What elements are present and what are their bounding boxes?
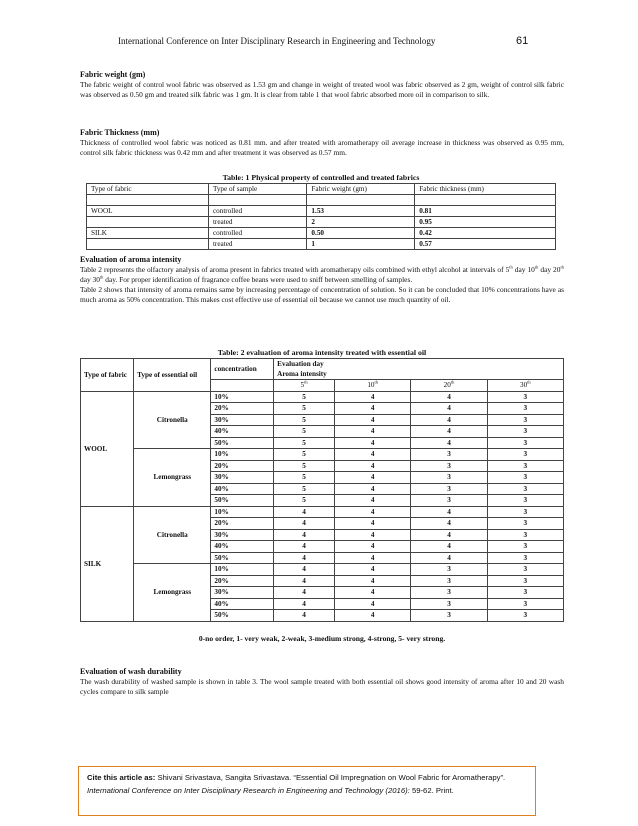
heading-fabric-thickness: Fabric Thickness (mm) (80, 128, 160, 137)
intensity-cell: 4 (411, 426, 487, 438)
intensity-cell: 5 (274, 472, 335, 484)
intensity-cell: 4 (335, 391, 411, 403)
concentration-cell: 40% (211, 483, 274, 495)
table-row (81, 391, 564, 403)
concentration-cell: 10% (211, 564, 274, 576)
table1-cell: 0.42 (415, 228, 556, 239)
table1-cell: treated (208, 217, 306, 228)
concentration-cell: 20% (211, 460, 274, 472)
concentration-cell: 50% (211, 552, 274, 564)
intensity-cell: 3 (411, 472, 487, 484)
oil-cell: Lemongrass (134, 564, 211, 622)
intensity-cell: 3 (487, 495, 563, 507)
table1-header: Fabric weight (gm) (307, 184, 415, 195)
intensity-cell: 4 (335, 541, 411, 553)
table1-header-row (87, 184, 556, 195)
table2-header-eval: Evaluation day Aroma intensity (274, 359, 564, 380)
cite-label: Cite this article as: (87, 773, 156, 782)
intensity-cell: 5 (274, 483, 335, 495)
intensity-cell: 3 (487, 403, 563, 415)
table1-block (86, 173, 556, 250)
intensity-cell: 4 (335, 552, 411, 564)
concentration-cell: 30% (211, 587, 274, 599)
intensity-cell: 4 (335, 414, 411, 426)
table2-header-concentration: concentration (211, 359, 274, 380)
cite-pages: 59-62. Print. (411, 786, 454, 795)
intensity-cell: 3 (487, 518, 563, 530)
intensity-cell: 3 (411, 483, 487, 495)
concentration-cell: 10% (211, 391, 274, 403)
table1-cell (87, 217, 209, 228)
intensity-cell: 4 (335, 506, 411, 518)
para-wash-durability: The wash durability of washed sample is shown in table 3. The wool sample treated with both essential oil shows good intensity of aroma after 10 and 20 wash cycles compare to silk sample (80, 677, 564, 696)
table1-cell: 0.50 (307, 228, 415, 239)
para-aroma-1: Table 2 represents the olfactory analysis of aroma present in fabrics treated with aromatherapy oils combined with ethyl alcohol at intervals of 5th day 10th day 20th day 30th day. For proper identification of fragrance coffee beans were used to sniff between smelling of samples. (80, 264, 564, 284)
page-number: 61 (516, 35, 529, 47)
oil-cell: Citronella (134, 506, 211, 564)
intensity-cell: 3 (411, 575, 487, 587)
running-header: International Conference on Inter Disciplinary Research in Engineering and Technology (118, 36, 436, 46)
intensity-legend: 0-no order, 1- very weak, 2-weak, 3-medium strong, 4-strong, 5- very strong. (198, 633, 446, 643)
concentration-cell: 40% (211, 598, 274, 610)
day-label: 20th (411, 380, 487, 392)
intensity-cell: 5 (274, 391, 335, 403)
para-aroma-2: Table 2 shows that intensity of aroma remains same by increasing percentage of concentration of solution. So it can be concluded that 10% concentrations have as much aroma as 50% concentration. This makes cost effective use of essential oil because we cannot use much quantity of oil. (80, 285, 564, 304)
intensity-cell: 4 (335, 483, 411, 495)
table-row (87, 217, 556, 228)
heading-aroma-intensity: Evaluation of aroma intensity (80, 255, 182, 264)
table1-cell: 0.81 (415, 206, 556, 217)
intensity-cell: 4 (274, 506, 335, 518)
intensity-cell: 4 (335, 575, 411, 587)
oil-cell: Lemongrass (134, 449, 211, 507)
intensity-cell: 4 (274, 598, 335, 610)
table2 (80, 358, 564, 622)
section-aroma-intensity (80, 255, 564, 305)
intensity-cell: 5 (274, 414, 335, 426)
table1-header: Fabric thickness (mm) (415, 184, 556, 195)
intensity-cell: 3 (487, 449, 563, 461)
intensity-cell: 4 (335, 460, 411, 472)
intensity-cell: 4 (335, 598, 411, 610)
concentration-cell: 30% (211, 529, 274, 541)
day-label: 10th (335, 380, 411, 392)
section-fabric-weight (80, 70, 564, 100)
intensity-cell: 3 (487, 610, 563, 622)
intensity-cell: 3 (487, 552, 563, 564)
intensity-cell: 4 (335, 529, 411, 541)
table2-block (80, 348, 564, 644)
concentration-cell: 50% (211, 495, 274, 507)
day-label: 30th (487, 380, 563, 392)
table-row (81, 564, 564, 576)
table2-header-fabric: Type of fabric (81, 359, 134, 392)
concentration-cell: 50% (211, 437, 274, 449)
intensity-cell: 3 (487, 483, 563, 495)
intensity-cell: 3 (487, 391, 563, 403)
table1-cell: 2 (307, 217, 415, 228)
intensity-cell: 4 (411, 403, 487, 415)
concentration-cell: 20% (211, 518, 274, 530)
table-row (81, 449, 564, 461)
intensity-cell: 4 (274, 552, 335, 564)
table1-header: Type of sample (208, 184, 306, 195)
intensity-cell: 5 (274, 460, 335, 472)
intensity-cell: 4 (411, 391, 487, 403)
intensity-cell: 4 (411, 414, 487, 426)
concentration-cell: 10% (211, 449, 274, 461)
intensity-cell: 4 (335, 403, 411, 415)
intensity-cell: 4 (411, 518, 487, 530)
intensity-cell: 4 (411, 552, 487, 564)
intensity-cell: 4 (335, 518, 411, 530)
intensity-cell: 5 (274, 495, 335, 507)
cite-venue: International Conference on Inter Disciplinary Research in Engineering and Technology (2016): (87, 786, 410, 795)
table1-cell: SILK (87, 228, 209, 239)
intensity-cell: 5 (274, 426, 335, 438)
fabric-cell: SILK (81, 506, 134, 621)
table2-header-oil: Type of essential oil (134, 359, 211, 392)
intensity-cell: 4 (335, 449, 411, 461)
intensity-cell: 3 (487, 598, 563, 610)
day-label: 5th (274, 380, 335, 392)
intensity-cell: 4 (335, 564, 411, 576)
intensity-cell: 3 (487, 506, 563, 518)
table1-cell: treated (208, 239, 306, 250)
fabric-cell: WOOL (81, 391, 134, 506)
intensity-cell: 3 (411, 610, 487, 622)
concentration-cell: 20% (211, 575, 274, 587)
table1-cell (87, 239, 209, 250)
intensity-cell: 4 (335, 472, 411, 484)
intensity-cell: 4 (274, 610, 335, 622)
intensity-cell: 4 (274, 575, 335, 587)
table-row (87, 206, 556, 217)
intensity-cell: 4 (274, 529, 335, 541)
intensity-cell: 3 (487, 460, 563, 472)
para-fabric-weight: The fabric weight of control wool fabric was observed as 1.53 gm and change in weight of treated wool was fabric observed as 2 gm, weight of control silk fabric was observed as 0.50 gm and treated silk fabric was 1 gm. It is clear from table 1 that wool fabric absorbed more oil in comparison to silk. (80, 80, 564, 99)
citation-box (78, 766, 536, 816)
concentration-cell: 20% (211, 403, 274, 415)
table2-header-row (81, 359, 564, 380)
concentration-cell: 30% (211, 472, 274, 484)
intensity-cell: 3 (487, 575, 563, 587)
intensity-cell: 4 (274, 541, 335, 553)
intensity-cell: 4 (335, 587, 411, 599)
intensity-cell: 3 (411, 495, 487, 507)
intensity-cell: 3 (487, 587, 563, 599)
intensity-cell: 5 (274, 437, 335, 449)
oil-cell: Citronella (134, 391, 211, 449)
intensity-cell: 3 (487, 529, 563, 541)
intensity-cell: 4 (335, 426, 411, 438)
concentration-cell: 40% (211, 541, 274, 553)
table1-cell: controlled (208, 228, 306, 239)
table-row (87, 239, 556, 250)
intensity-cell: 4 (411, 437, 487, 449)
intensity-cell: 4 (411, 529, 487, 541)
cite-authors: Shivani Srivastava, Sangita Srivastava. “Essential Oil Impregnation on Wool Fabric for Aromatherapy”. (157, 773, 506, 782)
table1-header: Type of fabric (87, 184, 209, 195)
intensity-cell: 4 (335, 610, 411, 622)
intensity-cell: 3 (487, 437, 563, 449)
table1 (86, 183, 556, 250)
heading-wash-durability: Evaluation of wash durability (80, 667, 182, 676)
intensity-cell: 3 (411, 598, 487, 610)
intensity-cell: 4 (335, 495, 411, 507)
intensity-cell: 4 (274, 518, 335, 530)
intensity-cell: 4 (274, 564, 335, 576)
intensity-cell: 4 (335, 437, 411, 449)
concentration-cell: 50% (211, 610, 274, 622)
intensity-cell: 3 (487, 426, 563, 438)
intensity-cell: 4 (411, 506, 487, 518)
concentration-cell: 40% (211, 426, 274, 438)
intensity-cell: 4 (411, 541, 487, 553)
table1-cell: 1.53 (307, 206, 415, 217)
intensity-cell: 3 (487, 564, 563, 576)
intensity-cell: 3 (411, 564, 487, 576)
table1-cell: controlled (208, 206, 306, 217)
intensity-cell: 3 (487, 541, 563, 553)
intensity-cell: 3 (411, 449, 487, 461)
table2-caption: Table: 2 evaluation of aroma intensity treated with essential oil (217, 348, 427, 357)
table1-cell: 0.57 (415, 239, 556, 250)
section-fabric-thickness (80, 128, 564, 158)
table1-caption: Table: 1 Physical property of controlled and treated fabrics (222, 173, 420, 182)
table-row (87, 228, 556, 239)
concentration-cell: 10% (211, 506, 274, 518)
intensity-cell: 3 (411, 460, 487, 472)
table-row (81, 506, 564, 518)
intensity-cell: 3 (411, 587, 487, 599)
table1-cell: 1 (307, 239, 415, 250)
intensity-cell: 3 (487, 414, 563, 426)
table1-cell: 0.95 (415, 217, 556, 228)
intensity-cell: 5 (274, 449, 335, 461)
intensity-cell: 5 (274, 403, 335, 415)
section-wash-durability (80, 667, 564, 697)
intensity-cell: 3 (487, 472, 563, 484)
para-fabric-thickness: Thickness of controlled wool fabric was noticed as 0.81 mm. and after treated with aromatherapy oil average increase in thickness was observed as 0.95 mm, control silk fabric thickness was 0.42 mm and after treatment it was observed as 0.57 mm. (80, 138, 564, 157)
intensity-cell: 4 (274, 587, 335, 599)
heading-fabric-weight: Fabric weight (gm) (80, 70, 146, 79)
concentration-cell: 30% (211, 414, 274, 426)
table1-cell: WOOL (87, 206, 209, 217)
